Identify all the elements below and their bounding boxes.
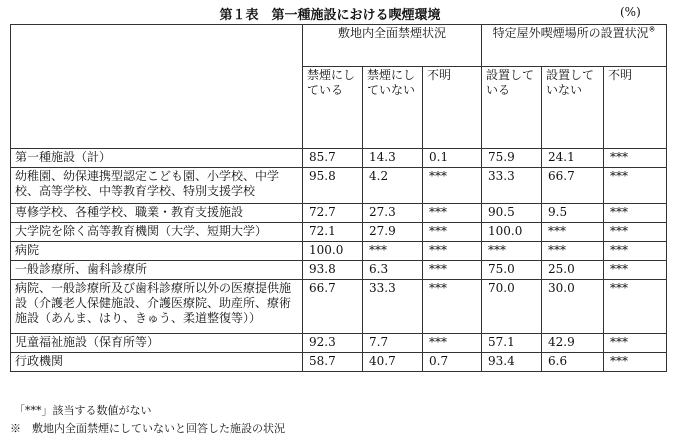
value-cell: 85.7 <box>303 149 363 168</box>
value-cell: *** <box>604 334 667 353</box>
value-cell: 58.7 <box>303 353 363 372</box>
table-title: 第１表 第一種施設における喫煙環境 <box>219 8 441 23</box>
value-cell: *** <box>604 353 667 372</box>
value-cell: *** <box>604 168 667 204</box>
value-cell: 24.1 <box>542 149 604 168</box>
value-cell: 90.5 <box>482 204 542 223</box>
value-cell: 75.0 <box>482 261 542 280</box>
value-cell: *** <box>604 204 667 223</box>
value-cell: 75.9 <box>482 149 542 168</box>
table-row <box>11 353 667 372</box>
value-cell: 93.8 <box>303 261 363 280</box>
smoking-environment-table <box>10 24 667 372</box>
value-cell: 27.3 <box>363 204 423 223</box>
value-cell: 0.1 <box>423 149 482 168</box>
row-label: 病院 <box>11 242 303 261</box>
table-row <box>11 204 667 223</box>
table-row <box>11 334 667 353</box>
footnote-no-value: 「***」該当する数値がない <box>14 404 152 417</box>
row-label: 幼稚園、幼保連携型認定こども園、小学校、中学校、高等学校、中等教育学校、特別支援学校 <box>11 168 303 204</box>
row-label: 児童福祉施設（保育所等） <box>11 334 303 353</box>
value-cell: *** <box>604 280 667 334</box>
value-cell: 6.6 <box>542 353 604 372</box>
value-cell: *** <box>423 204 482 223</box>
value-cell: 6.3 <box>363 261 423 280</box>
table-row <box>11 242 667 261</box>
value-cell: *** <box>423 280 482 334</box>
footnotes <box>10 402 285 438</box>
header-group-outdoor-area-text: 特定屋外喫煙場所の設置状況 <box>492 26 649 40</box>
value-cell: 72.7 <box>303 204 363 223</box>
unit-label: (%) <box>620 5 641 19</box>
value-cell: 66.7 <box>303 280 363 334</box>
value-cell: 30.0 <box>542 280 604 334</box>
value-cell: *** <box>423 242 482 261</box>
value-cell: 14.3 <box>363 149 423 168</box>
value-cell: 92.3 <box>303 334 363 353</box>
value-cell: *** <box>604 149 667 168</box>
value-cell: 7.7 <box>363 334 423 353</box>
header-group-outdoor-area <box>482 25 667 67</box>
value-cell: 100.0 <box>303 242 363 261</box>
header-area-no: 設置していない <box>542 67 604 149</box>
header-footnote-mark: ※ <box>648 25 656 34</box>
row-label: 大学院を除く高等教育機関（大学、短期大学） <box>11 223 303 242</box>
table-row <box>11 280 667 334</box>
value-cell: 33.3 <box>482 168 542 204</box>
value-cell: *** <box>482 242 542 261</box>
value-cell: *** <box>604 261 667 280</box>
value-cell: *** <box>604 223 667 242</box>
value-cell: 9.5 <box>542 204 604 223</box>
row-label: 第一種施設（計） <box>11 149 303 168</box>
header-area-yes: 設置している <box>482 67 542 149</box>
row-label: 病院、一般診療所及び歯科診療所以外の医療提供施設（介護老人保健施設、介護医療院、助産所、療術施設（あんま、はり、きゅう、柔道整復等）） <box>11 280 303 334</box>
value-cell: 4.2 <box>363 168 423 204</box>
value-cell: *** <box>423 334 482 353</box>
value-cell: 33.3 <box>363 280 423 334</box>
value-cell: 25.0 <box>542 261 604 280</box>
table-row <box>11 149 667 168</box>
value-cell: 93.4 <box>482 353 542 372</box>
value-cell: *** <box>542 242 604 261</box>
value-cell: 0.7 <box>423 353 482 372</box>
header-ban-yes: 禁煙にしている <box>303 67 363 149</box>
row-label: 専修学校、各種学校、職業・教育支援施設 <box>11 204 303 223</box>
value-cell: *** <box>604 242 667 261</box>
value-cell: 42.9 <box>542 334 604 353</box>
value-cell: 100.0 <box>482 223 542 242</box>
header-area-unknown: 不明 <box>604 67 667 149</box>
value-cell: *** <box>542 223 604 242</box>
header-ban-no: 禁煙にしていない <box>363 67 423 149</box>
value-cell: 57.1 <box>482 334 542 353</box>
value-cell: 70.0 <box>482 280 542 334</box>
header-group-full-ban: 敷地内全面禁煙状況 <box>303 25 482 67</box>
value-cell: 72.1 <box>303 223 363 242</box>
table-row <box>11 223 667 242</box>
row-label: 行政機関 <box>11 353 303 372</box>
value-cell: *** <box>423 223 482 242</box>
value-cell: *** <box>423 168 482 204</box>
table-row <box>11 168 667 204</box>
table-row <box>11 261 667 280</box>
value-cell: *** <box>363 242 423 261</box>
row-label: 一般診療所、歯科診療所 <box>11 261 303 280</box>
value-cell: 27.9 <box>363 223 423 242</box>
header-blank-cell <box>11 25 303 149</box>
header-row-1 <box>11 25 667 67</box>
value-cell: 66.7 <box>542 168 604 204</box>
value-cell: 95.8 <box>303 168 363 204</box>
value-cell: 40.7 <box>363 353 423 372</box>
value-cell: *** <box>423 261 482 280</box>
footnote-asterisk: ※ 敷地内全面禁煙にしていないと回答した施設の状況 <box>10 422 285 435</box>
header-ban-unknown: 不明 <box>423 67 482 149</box>
